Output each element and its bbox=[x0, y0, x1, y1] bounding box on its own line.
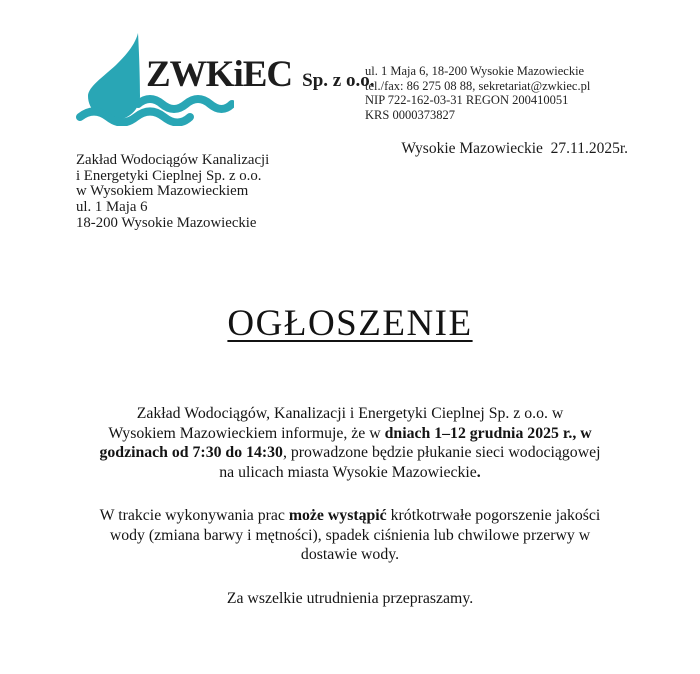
body-paragraph-3 bbox=[50, 589, 650, 609]
contact-line: NIP 722-162-03-31 REGON 200410051 bbox=[365, 93, 569, 108]
company-contact-block bbox=[365, 64, 590, 122]
wave-lower-icon bbox=[80, 112, 190, 123]
sender-address-line: ul. 1 Maja 6 bbox=[76, 199, 148, 216]
contact-line: ul. 1 Maja 6, 18-200 Wysokie Mazowieckie bbox=[365, 64, 585, 78]
water-drop-icon bbox=[88, 33, 140, 120]
text-line: Zakład Wodociągów, Kanalizacji i Energetyki Cieplnej Sp. z o.o. w bbox=[136, 405, 564, 422]
body-paragraph-1 bbox=[50, 404, 650, 482]
text-line: Wysokiem Mazowieckiem informuje, że w dniach 1–12 grudnia 2025 r., w bbox=[108, 424, 592, 442]
text-line: dostawie wody. bbox=[300, 546, 400, 563]
text-line: Za wszelkie utrudnienia przepraszamy. bbox=[226, 589, 474, 607]
sender-address-line: i Energetyki Cieplnej Sp. z o.o. bbox=[76, 167, 262, 184]
body-paragraph-2 bbox=[50, 506, 650, 565]
brand-lockup bbox=[146, 56, 374, 93]
sender-address-line: w Wysokiem Mazowieckiem bbox=[76, 183, 249, 200]
text-line: W trakcie wykonywania prac może wystąpić krótkotrwałe pogorszenie jakości bbox=[99, 507, 601, 524]
sender-address-line: Zakład Wodociągów Kanalizacji bbox=[76, 152, 270, 168]
sender-address-line: 18-200 Wysokie Mazowieckie bbox=[76, 214, 257, 231]
announcement-body bbox=[50, 404, 650, 608]
brand-name: ZWKiEC bbox=[146, 54, 293, 95]
dateline: Wysokie Mazowieckie 27.11.2025r. bbox=[401, 140, 628, 157]
contact-line: tel./fax: 86 275 08 88, sekretariat@zwkiec.pl bbox=[365, 78, 591, 93]
text-line: godzinach od 7:30 do 14:30, prowadzone będzie płukanie sieci wodociągowej bbox=[99, 444, 601, 461]
sender-address-block bbox=[76, 153, 269, 232]
text-line: na ulicach miasta Wysokie Mazowieckie. bbox=[219, 463, 481, 481]
text-line: wody (zmiana barwy i mętności), spadek ciśnienia lub chwilowe przerwy w bbox=[109, 526, 591, 544]
brand-legal-suffix: Sp. z o.o. bbox=[302, 70, 375, 91]
contact-line: KRS 0000373827 bbox=[365, 107, 455, 122]
announcement-title: OGŁOSZENIE bbox=[227, 303, 473, 344]
